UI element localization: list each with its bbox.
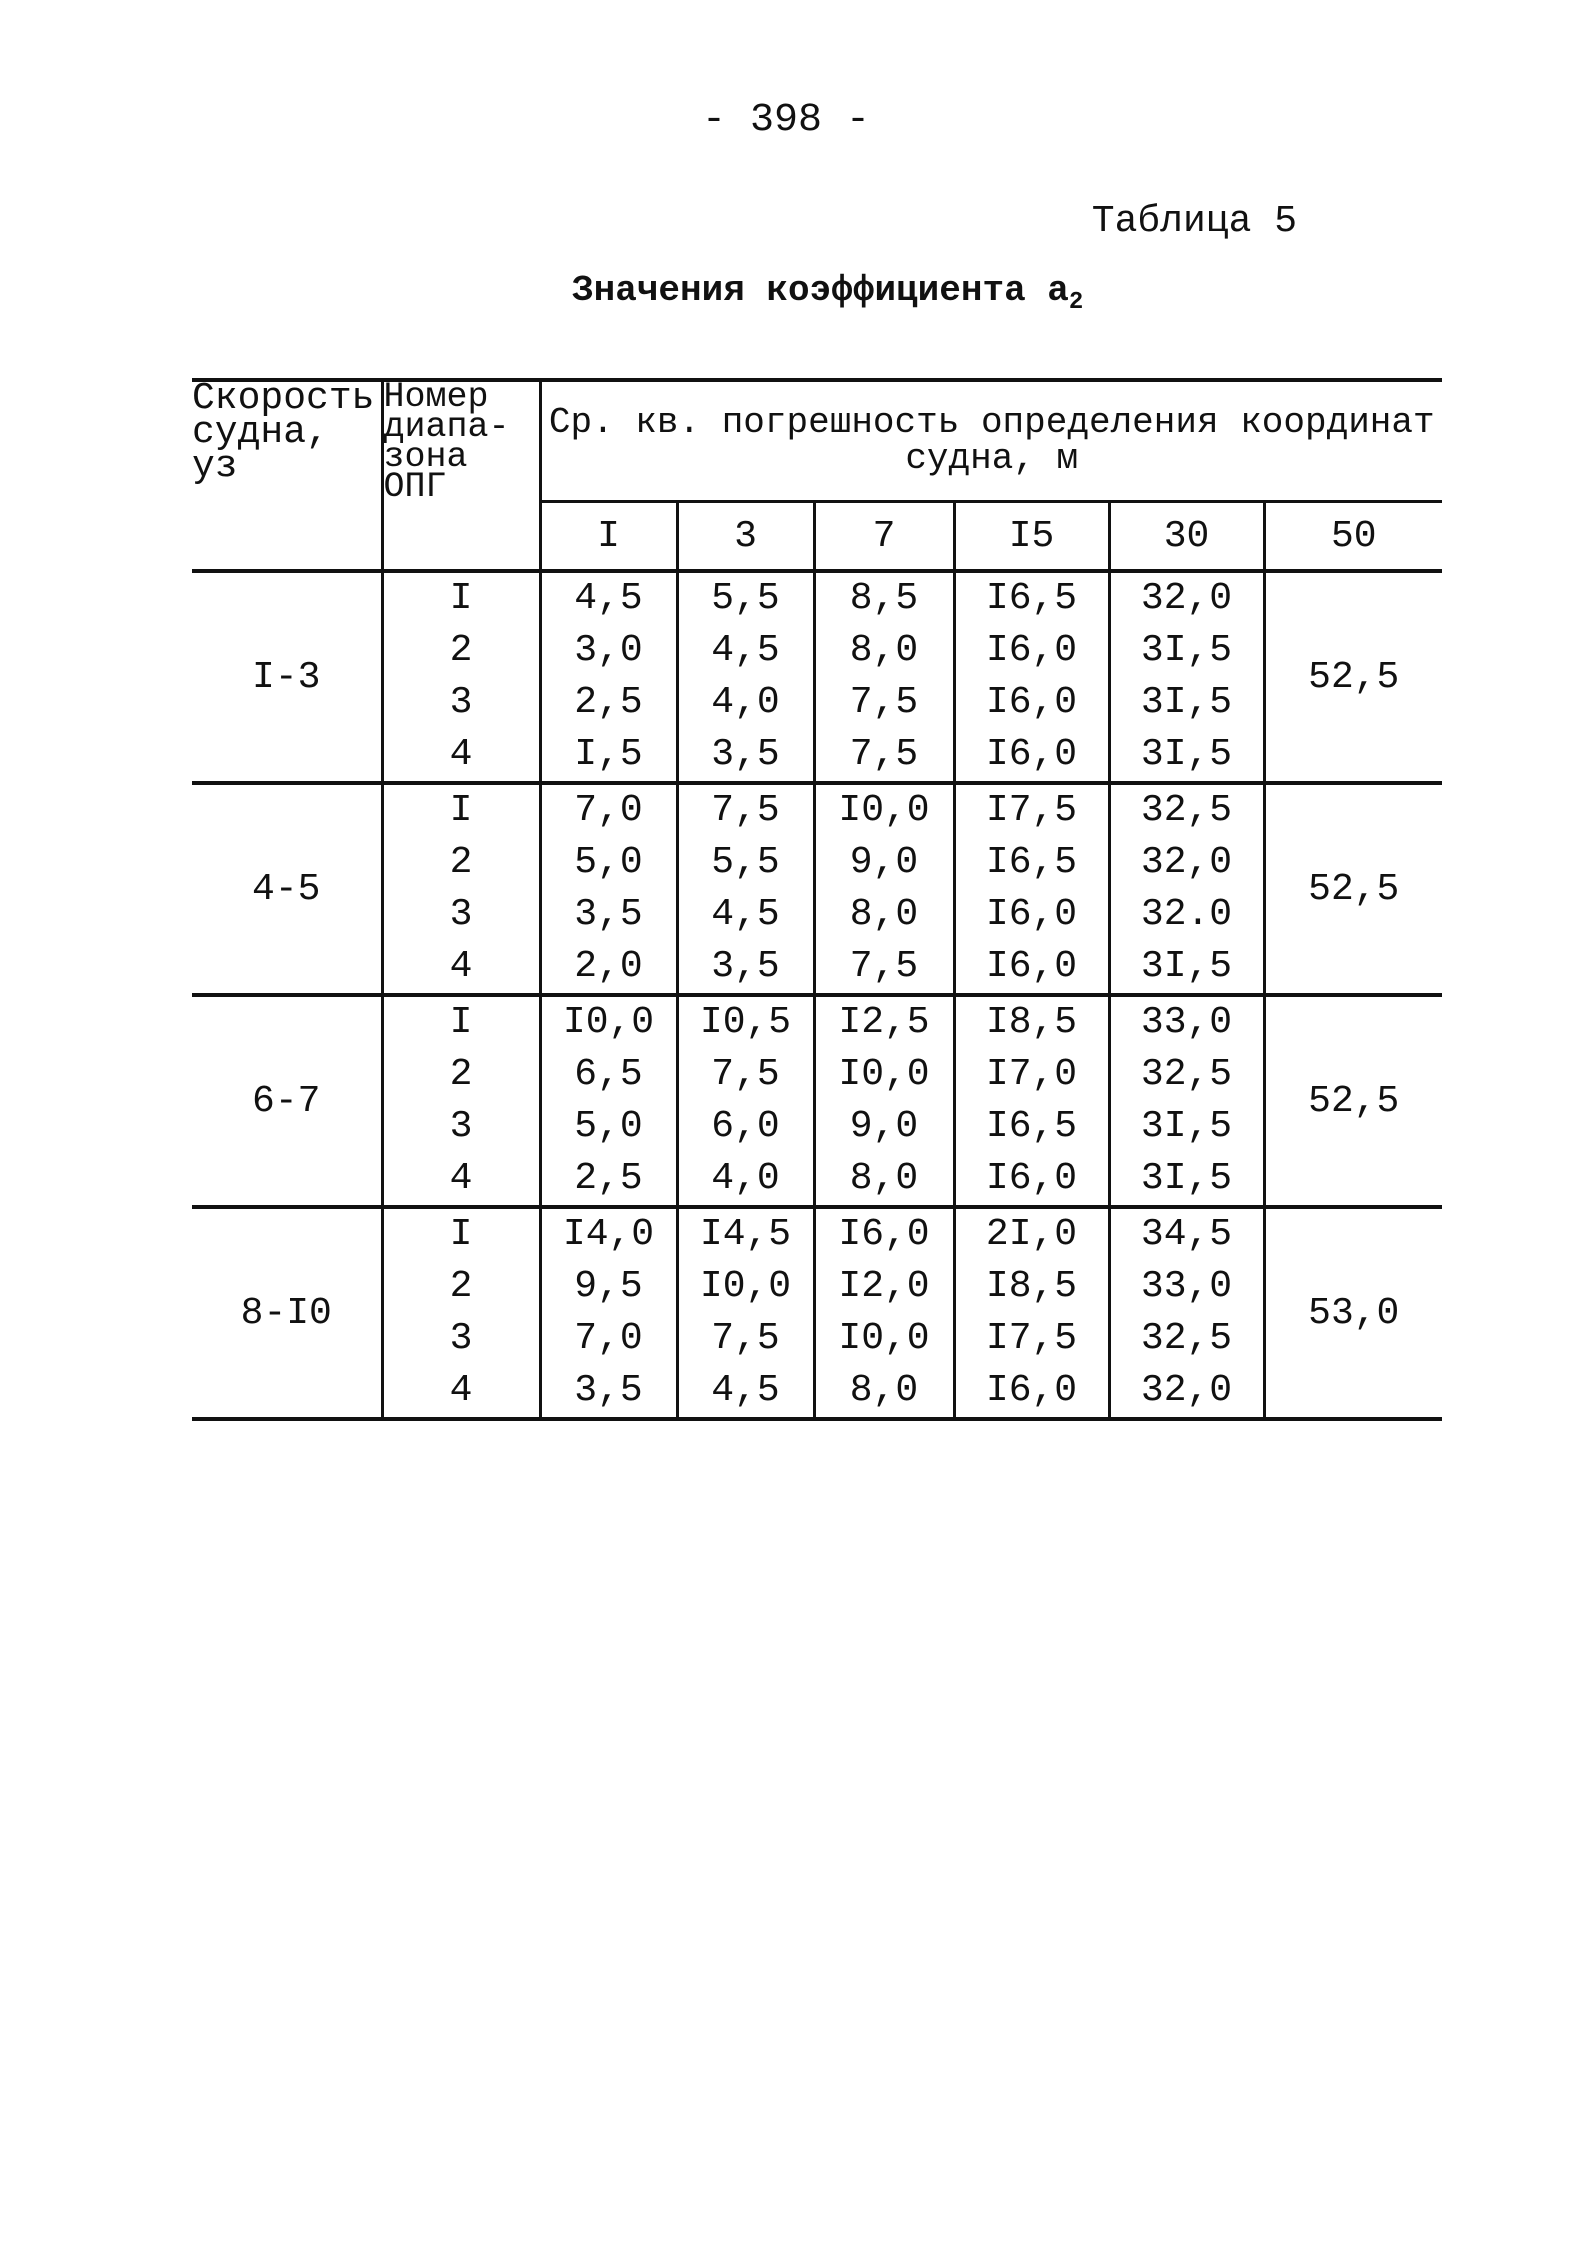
value: I2,0 (838, 1265, 930, 1308)
value: I6,5 (985, 1105, 1078, 1148)
range-cell (382, 1207, 540, 1419)
coefficient-symbol: a (1047, 270, 1069, 311)
value: I7,0 (985, 1053, 1078, 1096)
value: 4,5 (711, 1369, 780, 1412)
value: 3I,5 (1140, 681, 1233, 724)
range-value: I (449, 789, 473, 832)
range-value: 4 (449, 1157, 473, 1200)
range-value: 4 (449, 945, 473, 988)
header-row (192, 380, 1442, 502)
value-cell (677, 995, 814, 1207)
value: I6,0 (985, 945, 1078, 988)
value-cell (814, 783, 954, 995)
range-value: 4 (449, 1369, 473, 1412)
value: 3I,5 (1140, 945, 1233, 988)
value: 7,5 (711, 1317, 780, 1360)
value: I6,0 (985, 629, 1078, 672)
range-value: 3 (449, 893, 473, 936)
value-cell (540, 783, 677, 995)
table-title (572, 270, 1083, 316)
value: I,5 (574, 733, 643, 776)
range-value: 3 (449, 1317, 473, 1360)
value: I6,0 (985, 733, 1078, 776)
value: I6,5 (985, 841, 1078, 884)
value: I7,5 (985, 1317, 1078, 1360)
value: 8,0 (849, 1369, 919, 1412)
table-label: Таблица 5 (1091, 200, 1297, 243)
range-value: I (449, 1213, 473, 1256)
value: 32,5 (1140, 789, 1233, 832)
value: 32,0 (1140, 841, 1233, 884)
value: 7,5 (711, 1053, 780, 1096)
value: 8,0 (849, 1157, 919, 1200)
value-cell (677, 783, 814, 995)
value: I6,0 (838, 1213, 930, 1256)
value: 32,0 (1140, 1369, 1233, 1412)
value: I0,0 (838, 1053, 930, 1096)
table-row (192, 571, 1442, 783)
value: 7,5 (849, 945, 919, 988)
header-speed: Скорость судна, уз (192, 380, 382, 571)
value: I2,5 (838, 1001, 930, 1044)
value: 9,5 (574, 1265, 643, 1308)
value: 3I,5 (1140, 1105, 1233, 1148)
value-cell (954, 995, 1109, 1207)
value: 9,0 (849, 841, 919, 884)
value-cell (1109, 571, 1264, 783)
column-header: I5 (954, 502, 1109, 572)
table-title-text: Значения коэффициента (572, 270, 1026, 311)
value: 2,5 (574, 1157, 643, 1200)
value: 6,0 (711, 1105, 780, 1148)
value: 7,0 (574, 1317, 643, 1360)
value: I0,0 (699, 1265, 792, 1308)
column-header: 7 (814, 502, 954, 572)
speed-cell: 8-I0 (192, 1207, 382, 1419)
coefficient-table (192, 378, 1442, 1421)
value: I6,0 (985, 893, 1078, 936)
value: I6,5 (985, 577, 1078, 620)
value-cell (814, 1207, 954, 1419)
range-value: 2 (449, 629, 473, 672)
range-value: I (449, 1001, 473, 1044)
value: 34,5 (1140, 1213, 1233, 1256)
value: 3I,5 (1140, 1157, 1233, 1200)
value: 3,0 (574, 629, 643, 672)
value: 8,0 (849, 629, 919, 672)
value-cell (954, 571, 1109, 783)
value: 3I,5 (1140, 733, 1233, 776)
page-number: - 398 - (701, 98, 871, 143)
value-cell (540, 571, 677, 783)
speed-cell: 6-7 (192, 995, 382, 1207)
column-header: 3 (677, 502, 814, 572)
value: 5,0 (574, 841, 643, 884)
header-range: Номер диапа- зона ОПГ (382, 380, 540, 571)
range-value: I (449, 577, 473, 620)
value-cell (954, 1207, 1109, 1419)
value: 2,0 (574, 945, 643, 988)
value: 32.0 (1140, 893, 1233, 936)
range-cell (382, 995, 540, 1207)
column-header: 50 (1264, 502, 1442, 572)
column-header: I (540, 502, 677, 572)
column-header: 30 (1109, 502, 1264, 572)
speed-cell: I-3 (192, 571, 382, 783)
table-row (192, 783, 1442, 995)
value-cell (1109, 995, 1264, 1207)
value: 4,5 (711, 893, 780, 936)
value-cell (677, 1207, 814, 1419)
value: 2I,0 (985, 1213, 1078, 1256)
value: 4,5 (711, 629, 780, 672)
value: 4,5 (574, 577, 643, 620)
value: 7,5 (849, 733, 919, 776)
value: 8,0 (849, 893, 919, 936)
value: I0,0 (838, 1317, 930, 1360)
value-cell (677, 571, 814, 783)
range-value: 2 (449, 1265, 473, 1308)
value: 33,0 (1140, 1265, 1233, 1308)
value: 7,5 (849, 681, 919, 724)
value: 5,5 (711, 841, 780, 884)
value-cell (954, 783, 1109, 995)
value: 5,5 (711, 577, 780, 620)
speed-cell: 4-5 (192, 783, 382, 995)
value-cell (1109, 783, 1264, 995)
range-value: 2 (449, 841, 473, 884)
value-cell-50: 52,5 (1264, 783, 1442, 995)
value-cell (540, 1207, 677, 1419)
coefficient-subscript: 2 (1068, 289, 1084, 317)
table-row (192, 995, 1442, 1207)
value: 2,5 (574, 681, 643, 724)
value: I8,5 (985, 1001, 1078, 1044)
header-error: Ср. кв. погрешность определения координат судна, м (540, 380, 1442, 502)
value: 32,5 (1140, 1317, 1233, 1360)
range-cell (382, 571, 540, 783)
value: 3,5 (574, 1369, 643, 1412)
value: 9,0 (849, 1105, 919, 1148)
value: I6,0 (985, 1157, 1078, 1200)
value-cell-50: 53,0 (1264, 1207, 1442, 1419)
range-value: 3 (449, 1105, 473, 1148)
value-cell-50: 52,5 (1264, 995, 1442, 1207)
value: 3,5 (711, 945, 780, 988)
value: I4,5 (699, 1213, 792, 1256)
value-cell-50: 52,5 (1264, 571, 1442, 783)
value: 32,0 (1140, 577, 1233, 620)
value: 8,5 (849, 577, 919, 620)
range-cell (382, 783, 540, 995)
table-row (192, 1207, 1442, 1419)
value: I0,0 (838, 789, 930, 832)
value: 5,0 (574, 1105, 643, 1148)
value: I0,0 (562, 1001, 655, 1044)
value: 3,5 (574, 893, 643, 936)
value-cell (814, 995, 954, 1207)
value-cell (1109, 1207, 1264, 1419)
value: 4,0 (711, 681, 780, 724)
value-cell (540, 995, 677, 1207)
value: 3I,5 (1140, 629, 1233, 672)
value: 32,5 (1140, 1053, 1233, 1096)
value: I4,0 (562, 1213, 655, 1256)
value: I0,5 (699, 1001, 792, 1044)
value: I6,0 (985, 1369, 1078, 1412)
value: 6,5 (574, 1053, 643, 1096)
value: I6,0 (985, 681, 1078, 724)
value: 33,0 (1140, 1001, 1233, 1044)
range-value: 2 (449, 1053, 473, 1096)
range-value: 4 (449, 733, 473, 776)
value: 3,5 (711, 733, 780, 776)
value: 7,5 (711, 789, 780, 832)
value: I8,5 (985, 1265, 1078, 1308)
range-value: 3 (449, 681, 473, 724)
value: 7,0 (574, 789, 643, 832)
value: I7,5 (985, 789, 1078, 832)
value: 4,0 (711, 1157, 780, 1200)
value-cell (814, 571, 954, 783)
